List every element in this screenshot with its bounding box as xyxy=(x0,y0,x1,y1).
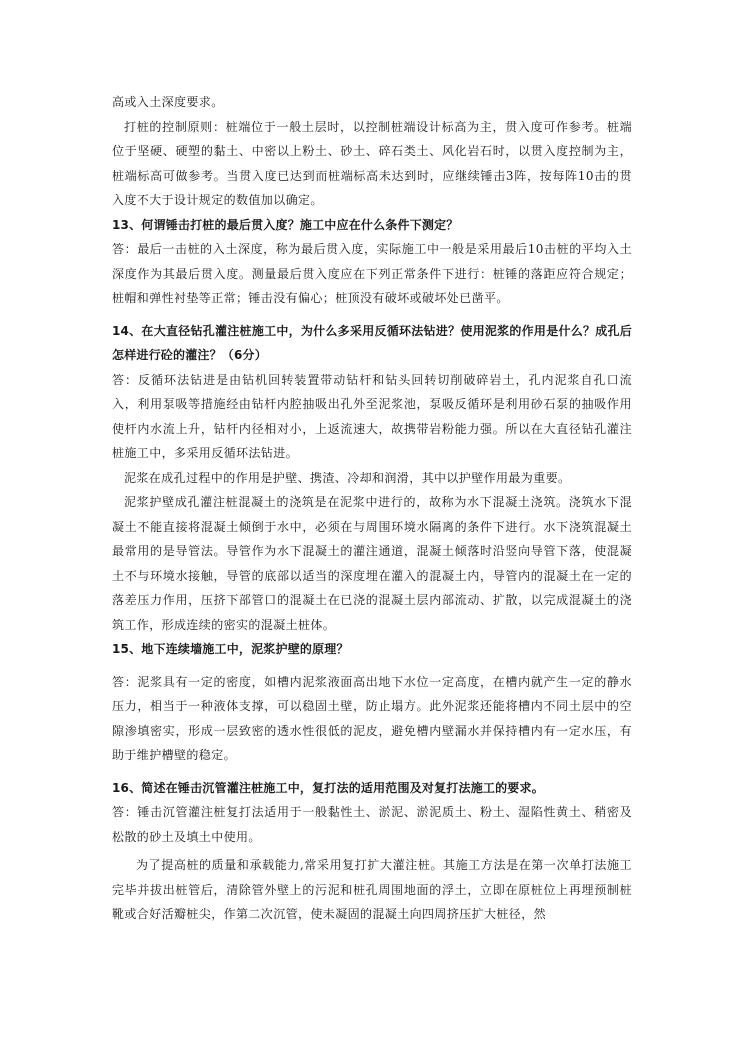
question-13: 13、何谓锤击打桩的最后贯入度？施工中应在什么条件下测定？ xyxy=(112,217,459,232)
document-body xyxy=(112,90,632,927)
answer-15: 答：泥浆具有一定的密度，如槽内泥浆液面高出地下水位一定高度，在槽内就产生一定的静水压力，相当于一种液体支撑，可以稳固土壁，防止塌方。此外泥浆还能将槽内不同土层中的空隙渗填密实，形成一层致密的透水性很低的泥皮，避免槽内壁漏水并保持槽内有一定水压，有助于维护槽壁的稳定。 xyxy=(112,674,632,762)
answer-14-mud-function: 泥浆在成孔过程中的作用是护壁、携渣、冷却和润滑，其中以护壁作用最为重要。 xyxy=(124,470,571,485)
question-14: 14、在大直径钻孔灌注桩施工中，为什么多采用反循环法钻进？使用泥浆的作用是什么？成孔后怎样进行砼的灌注？（6分） xyxy=(112,323,632,362)
answer-14-concrete-pouring: 泥浆护壁成孔灌注桩混凝土的浇筑是在泥浆中进行的，故称为水下混凝土浇筑。浇筑水下混凝土不能直接将混凝土倾倒于水中，必须在与周围环境水隔离的条件下进行。水下浇筑混凝土最常用的是导管法。导管作为水下混凝土的灌注通道，混凝土倾落时沿竖向导管下落，使混凝土不与环境水接触，导管的底部以适当的深度埋在灌入的混凝土内，导管内的混凝土在一定的落差压力作用，压挤下部管口的混凝土在已浇的混凝土层内部流动、扩散，以完成混凝土的浇筑工作，形成连续的密实的混凝土桩体。 xyxy=(112,495,632,632)
answer-16: 答：锤击沉管灌注桩复打法适用于一般黏性土、淤泥、淤泥质土、粉土、湿陷性黄土、稍密及松散的砂土及填土中使用。 xyxy=(112,805,632,844)
answer-16-reblow-method: 为了提高桩的质量和承载能力,常采用复打扩大灌注桩。其施工方法是在第一次单打法施工完毕并拔出桩管后，清除管外壁上的污泥和桩孔周围地面的浮土，立即在原桩位上再埋预制桩靴或合好活瓣桩尖，作第二次沉管，使未凝固的混凝土向四周挤压扩大桩径，然 xyxy=(112,858,632,921)
question-16: 16、简述在锤击沉管灌注桩施工中，复打法的适用范围及对复打法施工的要求。 xyxy=(112,780,544,795)
question-15: 15、地下连续墙施工中，泥浆护壁的原理？ xyxy=(112,642,349,656)
paragraph-pile-control-principle: 打桩的控制原则：桩端位于一般土层时，以控制桩端设计标高为主，贯入度可作参考。桩端位于坚硬、硬塑的黏土、中密以上粉土、砂土、碎石类土、风化岩石时，以贯入度控制为主，桩端标高可做参考。当贯入度已达到而桩端标高未达到时，应继续锤击3阵，按每阵10击的贯入度不大于设计规定的数值加以确定。 xyxy=(112,119,632,207)
answer-14: 答：反循环法钻进是由钻机回转装置带动钻杆和钻头回转切削破碎岩土，孔内泥浆自孔口流入，利用泵吸等措施经由钻杆内腔抽吸出孔外至泥浆池，泵吸反循环是利用砂石泵的抽吸作用使杆内水流上升，钻杆内径相对小，上返流速大，故携带岩粉能力强。所以在大直径钻孔灌注桩施工中，多采用反循环法钻进。 xyxy=(112,372,632,460)
answer-13: 答：最后一击桩的入土深度，称为最后贯入度，实际施工中一般是采用最后10击桩的平均入土深度作为其最后贯入度。测量最后贯入度应在下列正常条件下进行：桩锤的落距应符合规定；桩帽和弹性衬垫等正常；锤击没有偏心；桩顶没有破坏或破坏处已凿平。 xyxy=(112,242,632,305)
paragraph-continuation: 高或入土深度要求。 xyxy=(112,95,224,109)
